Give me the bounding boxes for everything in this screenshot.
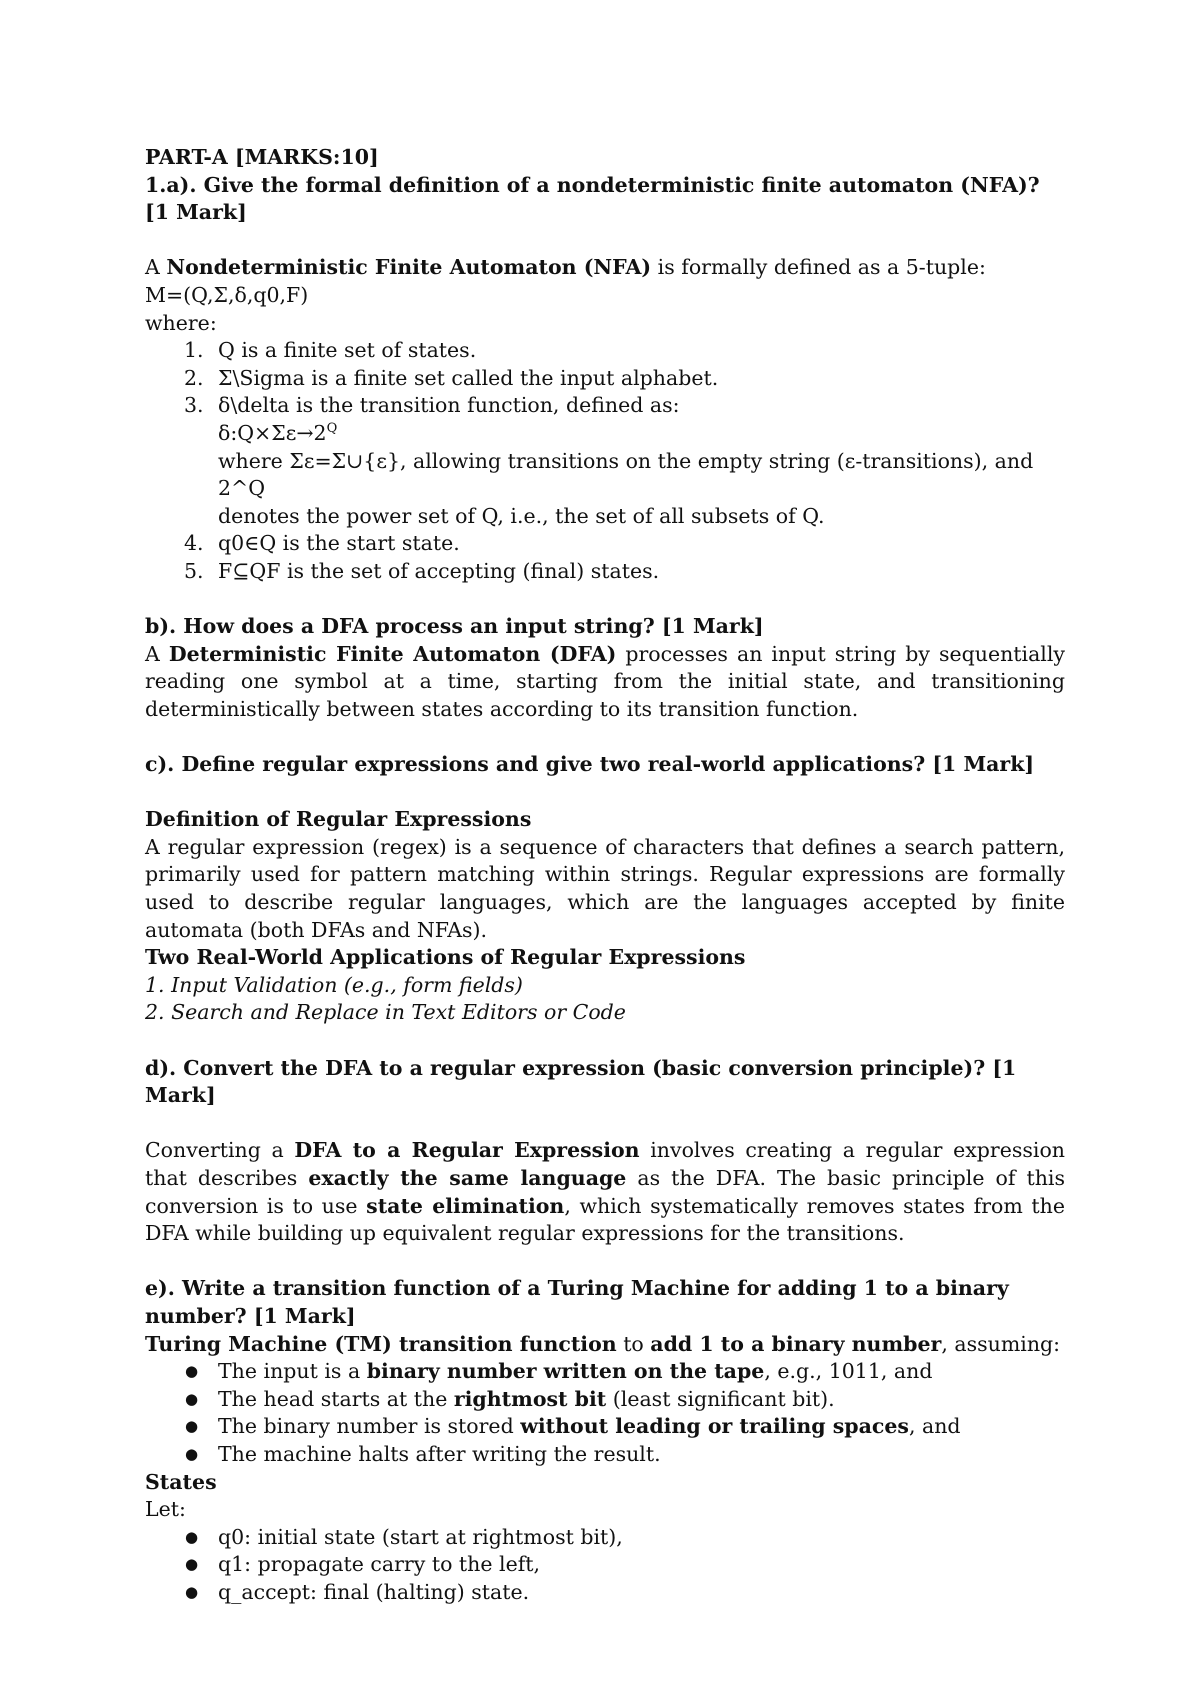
nfa-term: Nondeterministic Finite Automaton (NFA)	[166, 255, 652, 280]
list-item: ● q1: propagate carry to the left,	[145, 1551, 1065, 1579]
bullet-icon: ●	[185, 1389, 199, 1408]
delta-where-2: denotes the power set of Q, i.e., the set of all subsets of Q.	[218, 503, 825, 528]
question-b: b). How does a DFA process an input string? [1 Mark]	[145, 614, 764, 639]
delta-where-1: where Σε=Σ∪{ε}, allowing transitions on the empty string (ε-transitions), and 2^Q	[218, 448, 1034, 501]
states-list	[145, 1524, 1065, 1607]
list-item: 3. δ\delta is the transition function, defined as: $\delta:Q\times\Sigma\varepsilon\to 2^Q$ where Σε=Σ∪{ε}, allowing transitions on the empty string (ε-transitions), and 2^Q denotes the power set of Q, i.e., the set of all subsets of Q.	[184, 393, 1034, 528]
nfa-tuple: M=(Q,Σ,δ,q0,F)	[145, 282, 309, 307]
list-item: 2. Σ\Sigma is a finite set called the input alphabet.	[184, 365, 719, 390]
delta-formula: $\delta:Q\times\Sigma\varepsilon\to 2^Q$	[218, 420, 338, 445]
question-c: c). Define regular expressions and give two real-world applications? [1 Mark]	[145, 752, 1035, 777]
dfa-to-regex-answer: Converting a DFA to a Regular Expression involves creating a regular expression that describes exactly the same language as the DFA. The basic principle of this conversion is to use state elimination, which systematically removes states from the DFA while building up equivalent regular expressions for the transitions.	[145, 1138, 1066, 1246]
dfa-term: Deterministic Finite Automaton (DFA)	[168, 641, 617, 666]
regex-app-2: 2. Search and Replace in Text Editors or Code	[145, 1000, 626, 1025]
tm-intro: Turing Machine (TM) transition function to add 1 to a binary number, assuming:	[145, 1331, 1061, 1356]
list-item: 1. Q is a finite set of states.	[184, 338, 477, 363]
list-item: ● The input is a binary number written on the tape, e.g., 1011, and	[145, 1358, 1065, 1386]
list-item: 4. q0∈Q is the start state.	[184, 531, 460, 556]
bullet-icon: ●	[185, 1362, 199, 1381]
list-item: ● The binary number is stored without leading or trailing spaces, and	[145, 1413, 1065, 1441]
list-item: ● The machine halts after writing the result.	[145, 1441, 1065, 1469]
states-heading: States	[145, 1469, 217, 1494]
document-page	[145, 144, 1065, 1606]
question-d: d). Convert the DFA to a regular expression (basic conversion principle)? [1 Mark]	[145, 1055, 1017, 1108]
bullet-icon: ●	[185, 1444, 199, 1463]
list-item: ● The head starts at the rightmost bit (least significant bit).	[145, 1386, 1065, 1414]
where-label: where:	[145, 310, 217, 335]
regex-apps-heading: Two Real-World Applications of Regular Expressions	[145, 945, 746, 970]
part-header: PART-A [MARKS:10]	[145, 145, 379, 169]
bullet-icon: ●	[185, 1527, 199, 1546]
bullet-icon: ●	[185, 1582, 199, 1601]
list-item: 5. F⊆QF is the set of accepting (final) states.	[184, 558, 660, 583]
bullet-icon: ●	[185, 1555, 199, 1574]
question-a: 1.a). Give the formal definition of a nondeterministic finite automaton (NFA)? [1 Mark]	[145, 172, 1040, 225]
nfa-components-list	[145, 337, 1065, 585]
let-label: Let:	[145, 1497, 186, 1522]
regex-def-text: A regular expression (regex) is a sequence of characters that defines a search pattern, primarily used for pattern matching within strings. Regular expressions are formally used to describe regular languages, which are the languages accepted by finite automata (both DFAs and NFAs).	[145, 834, 1065, 942]
dfa-answer: A Deterministic Finite Automaton (DFA) processes an input string by sequentially reading one symbol at a time, starting from the initial state, and transitioning deterministically between states according to its transition function.	[145, 641, 1066, 721]
regex-app-1: 1. Input Validation (e.g., form fields)	[145, 972, 523, 997]
question-e: e). Write a transition function of a Turing Machine for adding 1 to a binary number? [1 Mark]	[145, 1276, 1009, 1328]
list-item: ● q_accept: final (halting) state.	[145, 1579, 1065, 1607]
list-item: ● q0: initial state (start at rightmost bit),	[145, 1524, 1065, 1552]
tm-assumptions-list	[145, 1358, 1065, 1468]
bullet-icon: ●	[185, 1417, 199, 1436]
nfa-intro: A Nondeterministic Finite Automaton (NFA) is formally defined as a 5-tuple:	[145, 255, 986, 280]
regex-def-heading: Definition of Regular Expressions	[145, 807, 532, 832]
